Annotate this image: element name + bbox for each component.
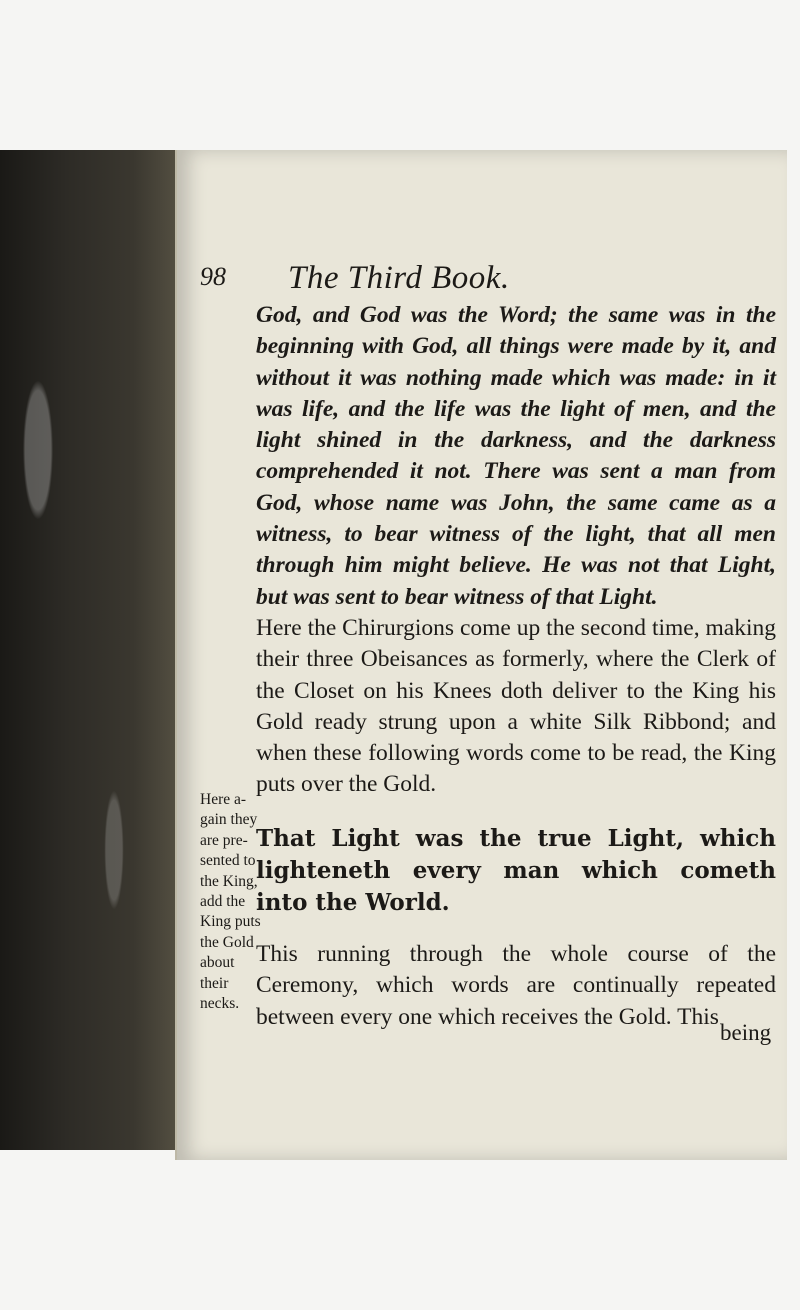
page-number: 98: [200, 262, 226, 291]
catchword: being: [720, 1020, 772, 1045]
scripture-passage: God, and God was the Word; the same was in the beginning with God, all things were made by it, and without it was nothing made which was made: in it was life, and the life was the light of men, and the light shined in the darkness, and the darkness comprehended it not. There was sent a man from God, whose name was John, the same came as a witness, to bear witness of the light, that all men through him might believe. He was not that Light, but was sent to bear witness of that Light.: [256, 302, 776, 610]
margin-note-line: their: [200, 974, 229, 992]
margin-note-line: the King,: [200, 872, 258, 890]
page-body: [256, 300, 776, 1033]
margin-note-line: necks.: [200, 995, 240, 1013]
margin-note-line: add the: [200, 893, 246, 911]
margin-note-line: are pre-: [200, 831, 248, 849]
running-head: The Third Book.: [288, 260, 510, 296]
narrative-paragraph: Here the Chirurgions come up the second time, making their three Obeisances as formerly, where the Clerk of the Closet on his Knees doth deliver to the King his Gold ready strung upon a white Silk Ribbond; and when these following words come to be read, the King puts over the Gold.: [256, 614, 776, 798]
book-spine: [0, 150, 190, 1150]
closing-paragraph: This running through the whole course of the Ceremony, which words are continually repeated between every one which receives the Gold. This: [256, 940, 776, 1030]
page-header: [200, 262, 660, 298]
margin-note-line: gain they: [200, 811, 258, 829]
margin-note-line: the Gold: [200, 933, 254, 951]
margin-note-line: about: [200, 954, 235, 972]
blackletter-verse: That Light was the true Light, which lighteneth every man which cometh into the World.: [256, 824, 776, 916]
margin-note-line: Here a-: [200, 791, 247, 808]
margin-note-line: sented to: [200, 852, 256, 870]
margin-note-line: King puts: [200, 913, 261, 931]
margin-note: [200, 790, 262, 1014]
